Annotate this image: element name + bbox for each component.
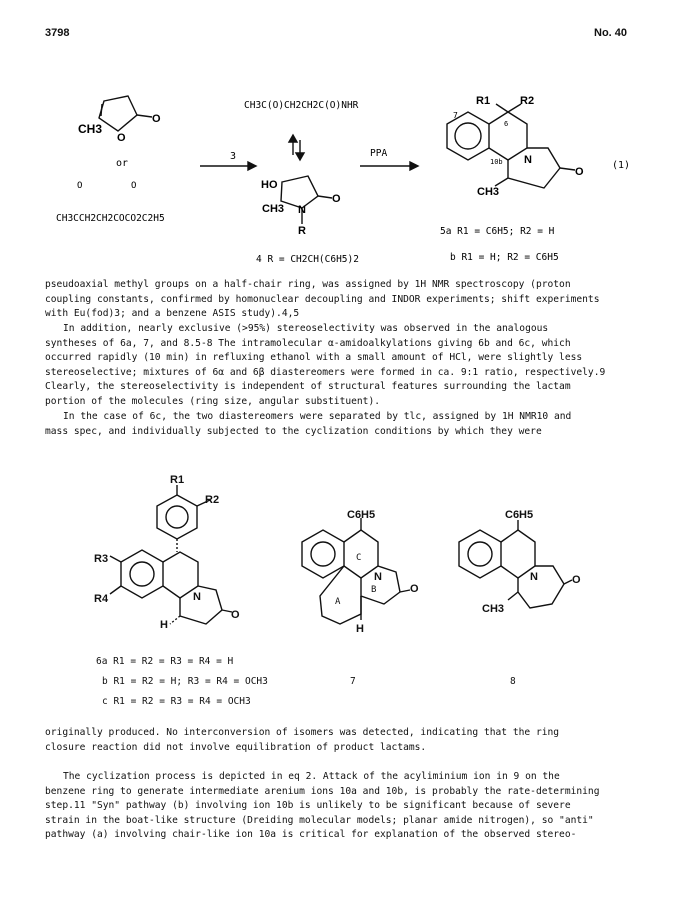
text-line: coupling constants, confirmed by homonuclear decoupling and INDOR experiments; shift experiments xyxy=(45,293,600,305)
text-line: originally produced. No interconversion of isomers was detected, indicating that the ring xyxy=(45,727,560,738)
s8-c6h5: C6H5 xyxy=(505,509,534,521)
s7-benzene-ring xyxy=(302,530,344,578)
text-line: mass spec, and individually subjected to the cyclization conditions by which they were xyxy=(45,425,542,437)
s7-ring-c: C xyxy=(356,553,362,563)
product-r2: R2 xyxy=(520,95,535,107)
s7-c6h5: C6H5 xyxy=(347,509,376,521)
compound4-label: 4 R = CH2CH(C6H5)2 xyxy=(256,254,359,265)
product-n: N xyxy=(524,154,532,166)
lactone-ring xyxy=(99,96,137,131)
text-line: benzene ring to generate intermediate arenium ions 10a and 10b, is probably the rate-determining xyxy=(45,785,600,797)
reactant2-o1: O xyxy=(77,181,83,191)
open-chain-formula: CH3C(O)CH2CH2C(O)NHR xyxy=(244,100,359,111)
or-text: or xyxy=(116,158,129,169)
s8-benzene-ring xyxy=(459,530,501,578)
compound7-label: 7 xyxy=(350,676,356,687)
text-line: The cyclization process is depicted in eq 2. Attack of the acyliminium ion in 9 on the xyxy=(63,771,560,782)
product-r1: R1 xyxy=(476,95,491,107)
position-7: 7 xyxy=(453,111,458,120)
s8-n: N xyxy=(530,571,538,583)
arrow1-label: 3 xyxy=(230,151,237,162)
text-line: syntheses of 6a, 7, and 8.5-8 The intramolecular α-amidoalkylations giving 6b and 6c, which xyxy=(45,337,571,349)
text-line: Clearly, the stereoselectivity is independent of structural features surrounding the lactam xyxy=(45,381,571,393)
lactam-r-label: R xyxy=(298,225,306,237)
carbonyl-bond xyxy=(137,115,152,117)
text-line: pathway (a) involving chair-like ion 10a is critical for explanation of the observed stereo- xyxy=(45,829,577,841)
s6-n: N xyxy=(193,591,201,603)
product-ch3: CH3 xyxy=(477,186,500,198)
text-line: In addition, nearly exclusive (>95%) stereoselectivity was observed in the analogous xyxy=(63,323,549,334)
reaction-scheme xyxy=(0,0,687,280)
paragraph-4 xyxy=(45,726,645,755)
reactant2-formula: CH3CCH2CH2COCO2C2H5 xyxy=(56,213,165,224)
s8-o: O xyxy=(572,574,581,586)
product-o: O xyxy=(575,166,584,178)
lactam-o-label: O xyxy=(332,193,341,205)
fused-benzene-ring xyxy=(121,550,163,598)
text-line: occurred rapidly (10 min) in refluxing ethanol with a small amount of HCl, were slightly less xyxy=(45,352,583,364)
hydroxy-label: HO xyxy=(261,179,278,191)
s6-r3: R3 xyxy=(94,553,109,565)
reactant1-ring-o: O xyxy=(117,132,126,144)
s7-ring-b: B xyxy=(371,585,377,595)
page-number: 3798 xyxy=(45,27,70,39)
text-line: portion of the molecules (ring size, angular substituent). xyxy=(45,395,381,407)
position-10b: 10b xyxy=(490,158,503,166)
s6-h: H xyxy=(160,619,168,631)
paragraph-5 xyxy=(45,770,645,843)
lactam-n-label: N xyxy=(298,204,306,216)
s6-r1: R1 xyxy=(170,474,185,486)
compound6a-label: 6a R1 = R2 = R3 = R4 = H xyxy=(96,656,234,667)
paragraph-1 xyxy=(45,278,645,322)
s7-o: O xyxy=(410,583,419,595)
compound5b-label: b R1 = H; R2 = C6H5 xyxy=(450,252,559,263)
s7-h: H xyxy=(356,623,364,635)
compound5a-label: 5a R1 = C6H5; R2 = H xyxy=(440,226,555,237)
position-6: 6 xyxy=(504,120,509,128)
equation-number: (1) xyxy=(612,160,631,171)
s7-n: N xyxy=(374,571,382,583)
methyl-label: CH3 xyxy=(262,203,285,215)
text-line: In the case of 6c, the two diastereomers were separated by tlc, assigned by 1H NMR10 and xyxy=(63,411,572,422)
structures-figure xyxy=(0,460,687,710)
aryl-ring xyxy=(157,495,197,539)
text-line: strain in the boat-like structure (Dreiding molecular models; planar amide nitrogen), so "anti" xyxy=(45,814,594,826)
compound6b-label: b R1 = R2 = H; R3 = R4 = OCH3 xyxy=(102,676,268,687)
text-line: step.11 "Syn" pathway (b) involving ion 10b is unlikely to be significant because of severe xyxy=(45,800,571,812)
paragraph-2 xyxy=(45,322,645,410)
text-line: with Eu(fod)3; and a benzene ASIS study).4,5 xyxy=(45,308,300,320)
s8-ch3: CH3 xyxy=(482,603,505,615)
text-line: closure reaction did not involve equilibration of product lactams. xyxy=(45,741,427,753)
text-line: pseudoaxial methyl groups on a half-chair ring, was assigned by 1H NMR spectroscopy (proton xyxy=(45,279,571,290)
reactant1-ch3: CH3 xyxy=(78,122,103,136)
reactant2-o2: O xyxy=(131,181,137,191)
ppa-label: PPA xyxy=(370,148,388,159)
compound8-label: 8 xyxy=(510,676,516,687)
s6-r4: R4 xyxy=(94,593,109,605)
s6-o: O xyxy=(231,609,240,621)
paragraph-3 xyxy=(45,410,645,439)
journal-number: No. 40 xyxy=(594,27,628,39)
text-line: stereoselective; mixtures of 6α and 6β diastereomers were formed in ca. 9:1 ratio, respectively.9 xyxy=(45,366,606,378)
s6-r2: R2 xyxy=(205,494,220,506)
reactant1-carbonyl-o: O xyxy=(152,113,161,125)
s7-ring-a: A xyxy=(335,597,341,607)
compound6c-label: c R1 = R2 = R3 = R4 = OCH3 xyxy=(102,696,251,707)
